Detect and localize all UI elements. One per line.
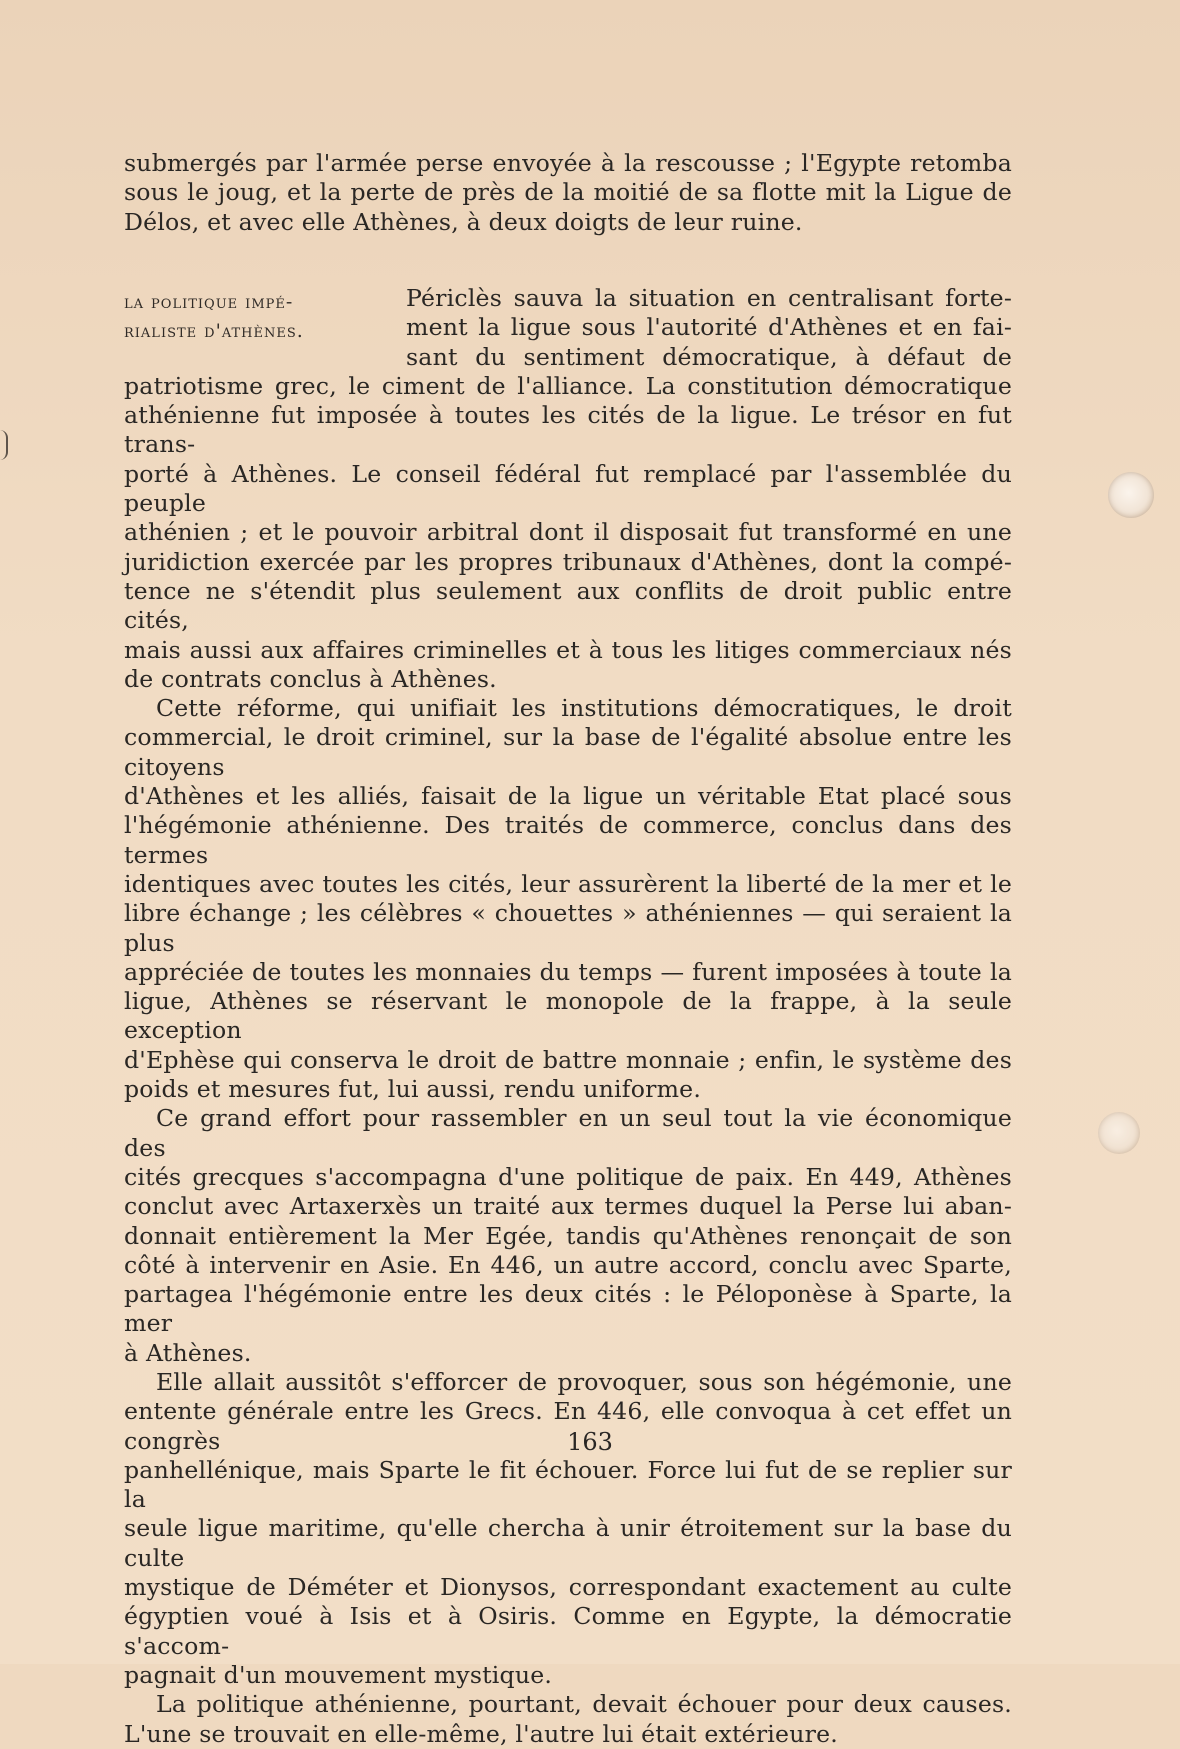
section-heading-line: la politique impé- bbox=[124, 291, 294, 313]
text-line: tence ne s'étendit plus seulement aux conflits de droit public entre cités, bbox=[124, 576, 1012, 635]
text-line: poids et mesures fut, lui aussi, rendu uniforme. bbox=[124, 1075, 702, 1104]
text-line: côté à intervenir en Asie. En 446, un autre accord, conclu avec Sparte, bbox=[124, 1250, 1012, 1279]
text-line: d'Ephèse qui conserva le droit de battre monnaie ; enfin, le système des bbox=[124, 1045, 1012, 1074]
text-line: Ce grand effort pour rassembler en un seul tout la vie économique des bbox=[124, 1104, 1012, 1162]
opening-paragraph bbox=[124, 149, 1012, 237]
text-line: Périclès sauva la situation en centralisant forte- bbox=[406, 284, 1012, 312]
text-line: l'hégémonie athénienne. Des traités de commerce, conclus dans des termes bbox=[124, 811, 1012, 869]
punch-hole-mark bbox=[1098, 1112, 1140, 1154]
text-line: sous le joug, et la perte de près de la moitié de sa flotte mit la Ligue de bbox=[124, 178, 1012, 207]
text-line: sant du sentiment démocratique, à défaut de bbox=[406, 342, 1012, 371]
page-number: 163 bbox=[567, 1428, 613, 1456]
text-line: donnait entièrement la Mer Egée, tandis qu'Athènes renonçait de son bbox=[124, 1221, 1012, 1250]
edge-mark bbox=[0, 430, 8, 460]
text-line: ment la ligue sous l'autorité d'Athènes et en fai- bbox=[406, 313, 1012, 342]
text-line: Elle allait aussitôt s'efforcer de provoquer, sous son hégémonie, une bbox=[156, 1367, 1012, 1396]
text-line: porté à Athènes. Le conseil fédéral fut remplacé par l'assemblée du peuple bbox=[124, 459, 1012, 518]
text-line: pagnait d'un mouvement mystique. bbox=[124, 1660, 553, 1689]
text-line: d'Athènes et les alliés, faisait de la ligue un véritable Etat placé sous bbox=[124, 782, 1012, 811]
text-line: juridiction exercée par les propres tribunaux d'Athènes, dont la compé- bbox=[124, 547, 1012, 576]
text-line: L'une se trouvait en elle-même, l'autre lui était extérieure. bbox=[124, 1719, 838, 1748]
text-line: athénienne fut imposée à toutes les cités de la ligue. Le trésor en fut trans- bbox=[124, 401, 1012, 459]
text-line: athénien ; et le pouvoir arbitral dont il disposait fut transformé en une bbox=[124, 518, 1012, 547]
text-line: ligue, Athènes se réservant le monopole de la frappe, à la seule exception bbox=[124, 987, 1012, 1045]
text-line: mais aussi aux affaires criminelles et à tous les litiges commerciaux nés bbox=[124, 635, 1012, 664]
text-line: commercial, le droit criminel, sur la base de l'égalité absolue entre les citoyens bbox=[124, 723, 1012, 781]
text-line: partagea l'hégémonie entre les deux cités : le Péloponèse à Sparte, la mer bbox=[124, 1280, 1012, 1338]
heading-margin-space bbox=[124, 284, 406, 371]
text-line: Délos, et avec elle Athènes, à deux doigts de leur ruine. bbox=[124, 207, 803, 236]
text-line: La politique athénienne, pourtant, devait échouer pour deux causes. bbox=[156, 1690, 1012, 1719]
text-line: submergés par l'armée perse envoyée à la rescousse ; l'Egypte retomba bbox=[124, 149, 1012, 177]
text-line: égyptien voué à Isis et à Osiris. Comme en Egypte, la démocratie s'accom- bbox=[124, 1602, 1012, 1660]
text-line: entente générale entre les Grecs. En 446, elle convoqua à cet effet un congrès bbox=[124, 1397, 1012, 1455]
section-heading-line: rialiste d'athènes. bbox=[124, 320, 304, 343]
text-line: libre échange ; les célèbres « chouettes » athéniennes — qui seraient la plus bbox=[124, 899, 1012, 957]
main-text bbox=[124, 284, 1012, 1749]
text-line: à Athènes. bbox=[124, 1338, 252, 1367]
text-line: cités grecques s'accompagna d'une politique de paix. En 449, Athènes bbox=[124, 1162, 1012, 1191]
text-line: appréciée de toutes les monnaies du temps — furent imposées à toute la bbox=[124, 957, 1012, 986]
text-line: mystique de Déméter et Dionysos, correspondant exactement au culte bbox=[124, 1573, 1012, 1602]
text-line: identiques avec toutes les cités, leur assurèrent la liberté de la mer et le bbox=[124, 869, 1012, 898]
text-line: Cette réforme, qui unifiait les institutions démocratiques, le droit bbox=[156, 694, 1012, 723]
text-line: patriotisme grec, le ciment de l'alliance. La constitution démocratique bbox=[124, 371, 1012, 400]
text-line: panhellénique, mais Sparte le fit échouer. Force lui fut de se replier sur la bbox=[124, 1455, 1012, 1514]
text-line: seule ligue maritime, qu'elle chercha à unir étroitement sur la base du culte bbox=[124, 1514, 1012, 1572]
text-line: conclut avec Artaxerxès un traité aux termes duquel la Perse lui aban- bbox=[124, 1192, 1012, 1221]
text-line: de contrats conclus à Athènes. bbox=[124, 664, 497, 693]
punch-hole-mark bbox=[1108, 472, 1154, 518]
